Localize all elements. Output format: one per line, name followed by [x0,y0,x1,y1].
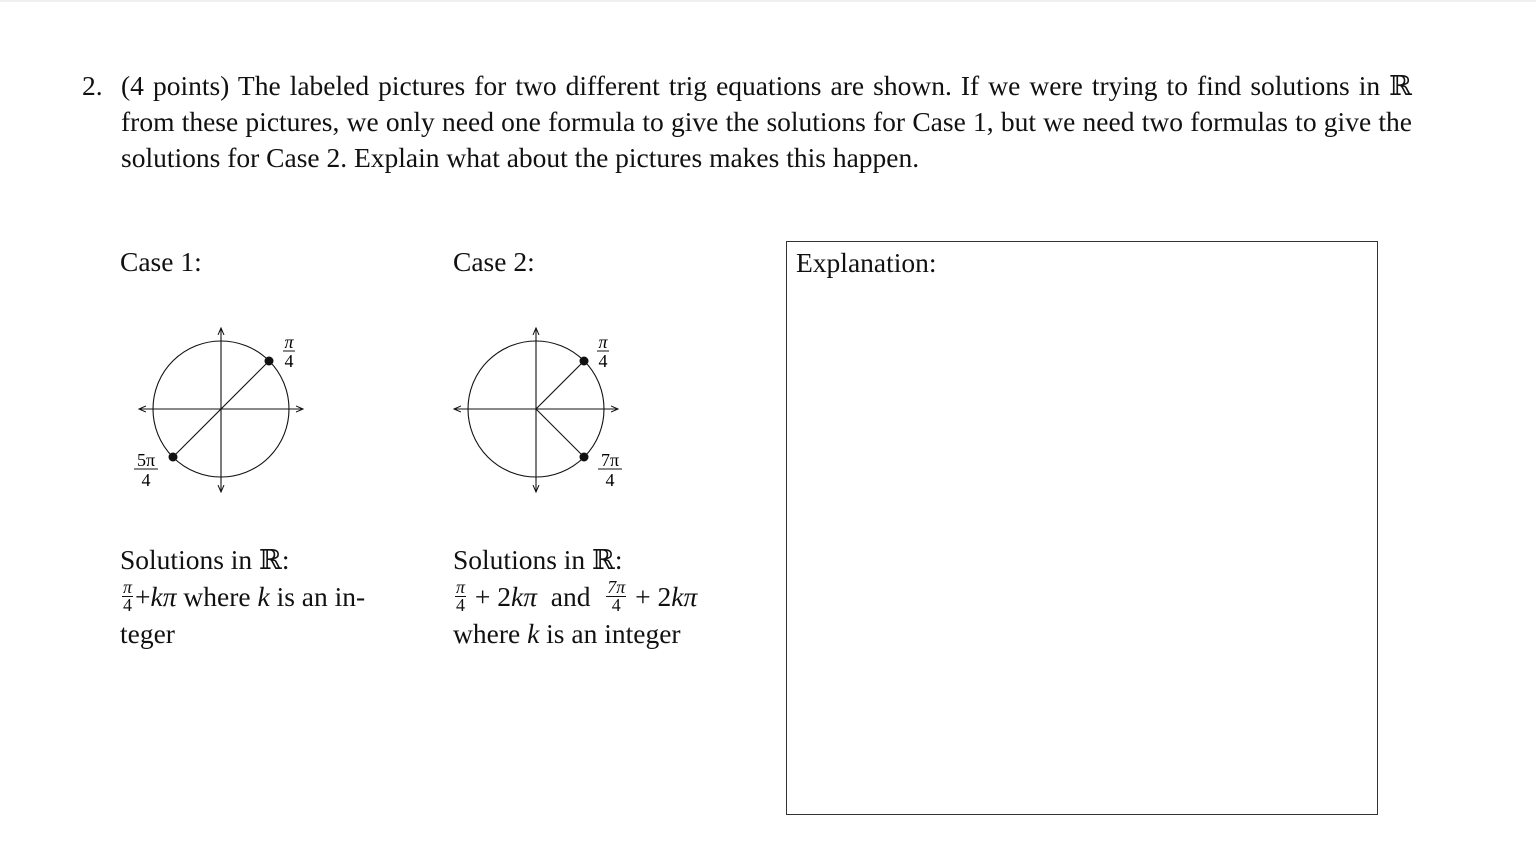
case1-point-pi-4 [265,357,274,366]
problem-number: 2. [82,70,103,101]
case1-label-pi-4-num: π [284,332,294,352]
case2-radius-pi-4 [536,361,584,409]
case2-fraction-2: $\frac{7\pi}{4}$ [607,577,626,616]
case2-solutions-heading: Solutions in ℝ: [453,544,623,575]
case2-radius-7pi-4 [536,409,584,457]
case2-label-pi-4-num: π [598,332,608,352]
case1-label-pi-4-den: 4 [284,351,294,371]
case1-solutions-heading: Solutions in ℝ: [120,544,290,575]
case1-label-5pi-4-num: 5π [136,450,156,470]
case2-label-pi-4-den: 4 [598,351,608,371]
problem-statement [82,68,1412,176]
case1-unit-circle [130,322,320,497]
explanation-title: Explanation: [796,247,937,278]
case2-label-7pi-4-den: 4 [605,470,615,490]
case2-unit-circle [445,322,635,497]
case1-fraction: $\frac{\pi}{4}$ [123,577,133,616]
case2-label-7pi-4-num: 7π [600,450,620,470]
case2-point-7pi-4 [580,453,589,462]
case2-title: Case 2: [453,246,535,277]
case1-label-5pi-4-den: 4 [141,470,151,490]
case2-point-pi-4 [580,357,589,366]
case2-solutions: Solutions in ℝ: $\frac{\pi}{4}$ + 2kπ and $\frac{7\pi}{4}$ + 2kπ where k is an integer [453,541,697,652]
case1-point-5pi-4 [169,453,178,462]
explanation-answer-box[interactable] [786,241,1378,815]
case1-solutions-line3: teger [120,618,175,649]
case1-solutions: Solutions in ℝ: $\frac{\pi}{4}$ +kπ where k is an in- teger [120,541,365,652]
top-border [0,0,1536,2]
case2-fraction-1: $\frac{\pi}{4}$ [456,577,466,616]
problem-text: (4 points) The labeled pictures for two different trig equations are shown. If we were trying to find solutions in ℝ from these pictures, we only need one formula to give the solutions for Case 1, but we need two formulas to give the solutions for Case 2. Explain what about the pictures makes this happen. [121,70,1412,173]
case1-title: Case 1: [120,246,202,277]
